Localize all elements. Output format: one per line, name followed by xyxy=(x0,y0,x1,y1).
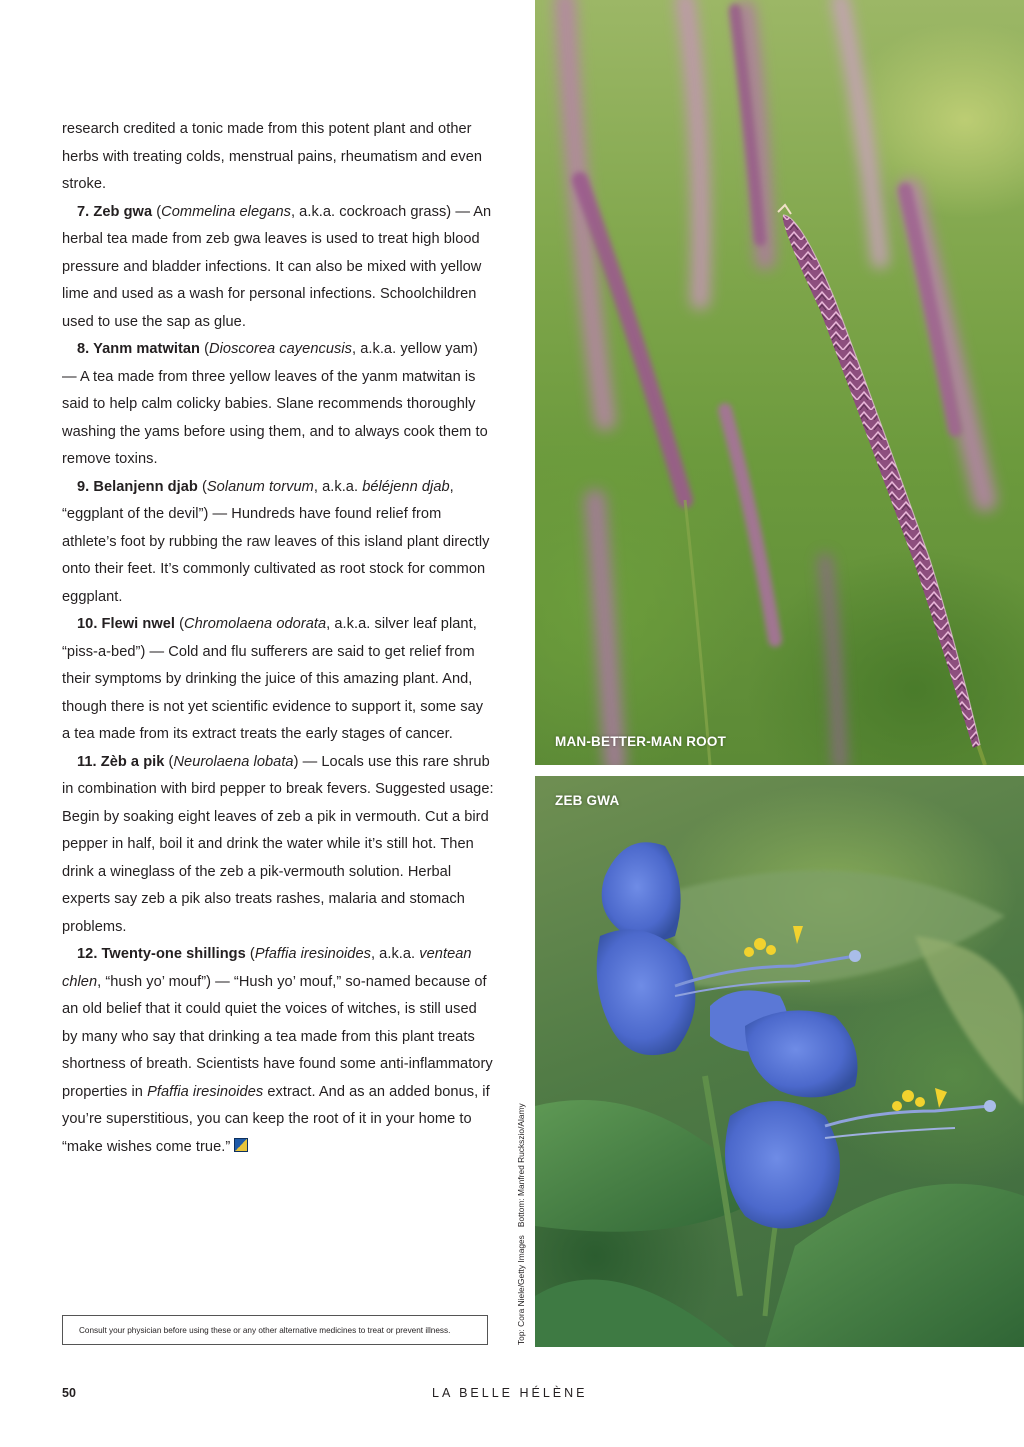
flower-spikes-illustration xyxy=(535,0,1024,765)
entry-yanm-matwitan: 8. Yanm matwitan (Dioscorea cayencusis, a.k.a. yellow yam) — A tea made from three yellow leaves of the yanm matwitan is said to help calm colicky babies. Slane recommends thoroughly washing the yams before using them, and to always cook them to remove toxins. xyxy=(62,341,488,467)
common-name: yellow yam xyxy=(400,341,473,357)
latin-name: Neurolaena lobata xyxy=(173,753,294,770)
magazine-name: LA BELLE HÉLÈNE xyxy=(432,1386,588,1400)
entry-zeb-a-pik: 11. Zèb a pik (Neurolaena lobata) — Locals use this rare shrub in combination with bird pepper to break fevers. Suggested usage: Begin by soaking eight leaves of zeb a pik in vermouth. Cut a bird pepper in half, boil it and drink the water while it’s still hot. Then drink a wineglass of the zeb a pik-vermouth solution. Herbal experts say zeb a pik also treats rashes, malaria and stomach problems. xyxy=(62,753,494,935)
common-name-creole: ventean chlen xyxy=(62,946,472,990)
photo-caption-bottom: ZEB GWA xyxy=(555,793,620,808)
latin-name: Solanum torvum xyxy=(206,478,314,495)
common-name: silver leaf plant, “piss-a-bed” xyxy=(62,616,477,660)
entry-text: — Hundreds have found relief from athlete’s foot by rubbing the raw leaves of this island plant directly onto their feet. It’s commonly cultivated as root stock for common eggplant. xyxy=(62,506,490,605)
photo-credit-top: Top: Cora Niele/Getty Images xyxy=(516,1235,526,1345)
entry-text-end: extract. And as an added bonus, if you’re superstitious, you can keep the root of it in your home to “make wishes come true.” xyxy=(62,1083,490,1155)
entry-zeb-gwa: 7. Zeb gwa (Commelina elegans, a.k.a. cockroach grass) — An herbal tea made from zeb gwa leaves is used to treat high blood pressure and bladder infections. It can also be mixed with yellow lime and used as a wash for personal infections. Schoolchildren used to use the sap as glue. xyxy=(62,203,492,330)
entry-text: — Cold and flu sufferers are said to get relief from their symptoms by drinking the juice of this amazing plant. And, though there is not yet scientific evidence to support it, some say a tea made from its extract treats the early stages of cancer. xyxy=(62,643,484,742)
intro-paragraph: research credited a tonic made from this potent plant and other herbs with treating colds, menstrual pains, rheumatism and even stroke. xyxy=(62,121,483,192)
entry-flewi-nwel: 10. Flewi nwel (Chromolaena odorata, a.k.a. silver leaf plant, “piss-a-bed”) — Cold and flu sufferers are said to get relief from their symptoms by drinking the juice of this amazing plant. And, though there is not yet scientific evidence to support it, some say a tea made from its extract treats the early stages of cancer. xyxy=(62,616,484,742)
aka-prefix: a.k.a. xyxy=(299,203,336,220)
photo-credit xyxy=(514,1085,528,1345)
latin-name: Pfaffia iresinoides xyxy=(254,946,371,962)
aka-prefix: a.k.a. xyxy=(360,341,397,357)
latin-name: Commelina elegans xyxy=(161,203,291,220)
entry-text: — Locals use this rare shrub in combination with bird pepper to break fevers. Suggested usage: Begin by soaking eight leaves of zeb a pik in vermouth. Cut a bird pepper in half, boil it and drink the water while it’s still hot. Then drink a wineglass of the zeb a pik-vermouth solution. Herbal experts say zeb a pik also treats rashes, malaria and stomach problems. xyxy=(62,753,494,935)
disclaimer-box: Consult your physician before using these or any other alternative medicines to treat or prevent illness. xyxy=(62,1315,488,1345)
latin-name: Dioscorea cayencusis xyxy=(209,341,352,357)
common-name: “eggplant of the devil” xyxy=(62,506,204,522)
latin-name: Chromolaena odorata xyxy=(184,616,327,632)
zeb-gwa-photo xyxy=(535,776,1024,1347)
man-better-man-root-photo xyxy=(535,0,1024,765)
entry-heading: 7. Zeb gwa xyxy=(77,203,153,220)
aka-prefix: a.k.a. xyxy=(379,946,416,962)
entry-twenty-one-shillings: 12. Twenty-one shillings (Pfaffia iresinoides, a.k.a. ventean chlen, “hush yo’ mouf”) — “Hush yo’ mouf,” so-named because of an old belief that it could quiet the voices of witches, is still used by many who say that drinking a tea made from this plant treats shortness of breath. Scientists have found some anti-inflammatory properties in Pfaffia iresinoides extract. And as an added bonus, if you’re superstitious, you can keep the root of it in your home to “make wishes come true.” xyxy=(62,946,493,1155)
entry-text: — An herbal tea made from zeb gwa leaves is used to treat high blood pressure and bladder infections. It can also be mixed with yellow lime and used as a wash for personal infections. Schoolchildren used to use the sap as glue. xyxy=(62,203,492,330)
common-name: “hush yo’ mouf” xyxy=(105,973,207,990)
entry-text: — A tea made from three yellow leaves of the yanm matwitan is said to help calm colicky babies. Slane recommends thoroughly washing the yams before using them, and to always cook them to remove toxins. xyxy=(62,368,488,467)
entry-heading: 8. Yanm matwitan xyxy=(77,341,201,357)
entry-belanjenn-djab: 9. Belanjenn djab (Solanum torvum, a.k.a. béléjenn djab, “eggplant of the devil”) — Hundreds have found relief from athlete’s foot by rubbing the raw leaves of this island plant directly onto their feet. It’s commonly cultivated as root stock for common eggplant. xyxy=(62,478,490,605)
blue-flower-illustration xyxy=(535,776,1024,1347)
photo-caption-top: MAN-BETTER-MAN ROOT xyxy=(555,734,727,749)
end-of-article-icon xyxy=(234,1138,248,1152)
article-body xyxy=(62,116,494,1161)
aka-prefix: a.k.a. xyxy=(334,616,371,632)
entry-heading: 9. Belanjenn djab xyxy=(77,478,198,495)
common-name-creole: béléjenn djab xyxy=(362,478,450,495)
page-number: 50 xyxy=(62,1386,76,1400)
entry-text: — “Hush yo’ mouf,” so-named because of an old belief that it could quiet the voices of witches, is still used by many who say that drinking a tea made from this plant treats shortness of breath. Scientists have found some anti-inflammatory properties in xyxy=(62,973,493,1100)
latin-name-inline: Pfaffia iresinoides xyxy=(147,1083,264,1100)
entry-heading: 10. Flewi nwel xyxy=(77,616,176,632)
entry-heading: 11. Zèb a pik xyxy=(77,753,165,770)
common-name: cockroach grass xyxy=(339,203,447,220)
photo-credit-bottom: Bottom: Manfred Ruckszio/Alamy xyxy=(516,1103,526,1228)
entry-heading: 12. Twenty-one shillings xyxy=(77,946,246,962)
aka-prefix: a.k.a. xyxy=(322,478,359,495)
